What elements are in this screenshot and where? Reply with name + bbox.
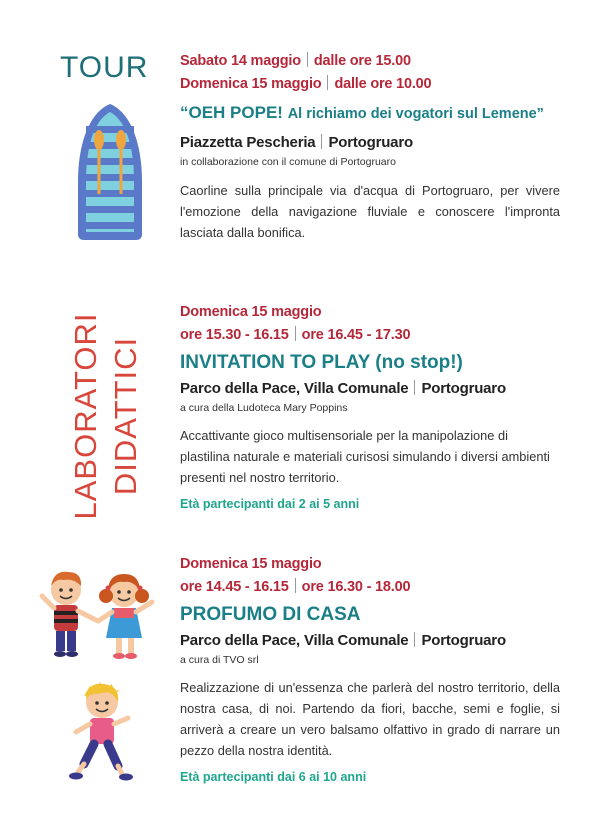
tour-title-sub: Al richiamo dei vogatori sul Lemene”	[287, 106, 544, 122]
event-age: Età partecipanti dai 2 ai 5 anni	[180, 497, 360, 511]
event-times	[180, 576, 560, 599]
tour-time-2: dalle ore 10.00	[334, 76, 432, 92]
tour-time-1: dalle ore 15.00	[313, 53, 411, 69]
tour-schedule-1	[180, 50, 560, 73]
event-place	[180, 380, 560, 397]
tour-description: Caorline sulla principale via d'acqua di Portogruaro, per vivere l'emozione della navigazione fluviale e conoscere l'impronta lasciata dalla bonifica.	[180, 183, 560, 240]
event-description: Accattivante gioco multisensoriale per la manipolazione di plastilina naturale e materiali curisosi simulando i diversi ambienti presenti nel nostro territorio.	[180, 428, 550, 485]
tour-title	[180, 103, 560, 123]
event-curator: a cura di TVO srl	[180, 654, 259, 666]
tour-date-2: Domenica 15 maggio	[180, 76, 322, 92]
separator	[295, 326, 296, 341]
event-place	[180, 632, 560, 649]
event-place-city: Portogruaro	[421, 632, 506, 649]
event-date: Domenica 15 maggio	[180, 556, 322, 572]
event-date: Domenica 15 maggio	[180, 304, 322, 320]
separator	[307, 52, 308, 67]
tour-section-label: TOUR	[60, 51, 149, 84]
tour-date-1: Sabato 14 maggio	[180, 53, 301, 69]
tour-place	[180, 134, 560, 151]
separator	[327, 75, 328, 90]
tour-collaboration-note: in collaborazione con il comune di Portogruaro	[180, 156, 396, 168]
rowing-boat-icon	[72, 102, 148, 247]
event-time-b: ore 16.30 - 18.00	[301, 579, 411, 595]
event-times	[180, 324, 560, 347]
event-place-city: Portogruaro	[421, 380, 506, 397]
lab-event-1	[180, 301, 560, 511]
separator	[414, 632, 415, 647]
event-place-name: Parco della Pace, Villa Comunale	[180, 632, 409, 649]
labs-label-line1: LABORATORI	[68, 312, 103, 520]
tour-place-name: Piazzetta Pescheria	[180, 134, 316, 151]
event-description: Realizzazione di un'essenza che parlerà del nostro territorio, della nostra casa, di noi. Partendo da fiori, bacche, semi e foglie, si arriverà a creare un vero balsamo olfattivo in grado di narrare un pezzo della nostra identità.	[180, 680, 560, 758]
running-boy-illustration	[66, 680, 146, 795]
event-place-name: Parco della Pace, Villa Comunale	[180, 380, 409, 397]
event-curator: a cura della Ludoteca Mary Poppins	[180, 402, 348, 414]
lab-event-2	[180, 553, 560, 784]
event-title: INVITATION TO PLAY (no stop!)	[180, 352, 463, 373]
labs-section-label	[58, 308, 144, 524]
event-time-a: ore 14.45 - 16.15	[180, 579, 289, 595]
event-time-b: ore 16.45 - 17.30	[301, 327, 411, 343]
tour-place-city: Portogruaro	[328, 134, 413, 151]
event-title: PROFUMO DI CASA	[180, 604, 361, 625]
tour-schedule-2	[180, 73, 560, 96]
separator	[414, 380, 415, 395]
event-time-a: ore 15.30 - 16.15	[180, 327, 289, 343]
tour-title-main: “OEH POPE!	[180, 103, 283, 122]
two-children-illustration	[38, 566, 168, 671]
separator	[295, 578, 296, 593]
event-age: Età partecipanti dai 6 ai 10 anni	[180, 770, 367, 784]
labs-label-line2: DIDATTICI	[108, 336, 143, 496]
separator	[321, 134, 322, 149]
